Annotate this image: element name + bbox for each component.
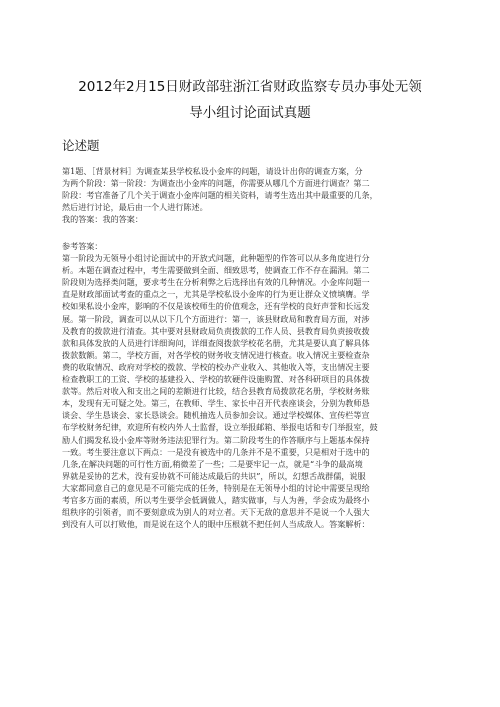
answer-text-line: 析。本题在调查过程中，考生需要做到全面、细致思考，使调查工作不存在漏洞。第二 <box>62 265 370 276</box>
question-text-line: 第1题、［背景材料］为调查某县学校私设小金库的问题，请设计出你的调查方案，分 <box>62 166 363 176</box>
answer-text-line: 直是财政部面试考查的重点之一，尤其是学校私设小金库的行为更让群众义愤填膺。学 <box>62 289 370 300</box>
answer-text-line: 第一阶段为无领导小组讨论面试中的开放式问题，此种题型的作答可以从多角度进行分 <box>62 253 370 264</box>
answer-text-line: 款和具体发放的人员进行详细询问，详细查阅拨款学校花名册，尤其是要认真了解具体 <box>62 337 370 348</box>
answer-text-line: 费的收取情况、政府对学校的拨款、学校的校办产业收入、其他收入等，支出情况主要 <box>62 361 370 372</box>
answer-text-line: 大家都同意自己的意见是不可能完成的任务，特别是在无领导小组的讨论中需要呈现给 <box>62 482 370 493</box>
question-text-line: 阶段：考官准备了几个关于调查小金库问题的相关资料，请考生选出其中最重要的几条， <box>62 190 378 201</box>
section-heading: 论述题 <box>62 138 100 153</box>
answer-text-line: 谈会、学生恳谈会、家长恳谈会。随机抽选人员参加会议。通过学校媒体、宣传栏等宣 <box>62 410 370 421</box>
answer-text-line: 励人们揭发私设小金库等财务违法犯罪行为。第二阶段考生的作答顺序与上题基本保持 <box>62 434 370 445</box>
answer-text-line: 阶段则为选择类问题，要求考生在分析利弊之后选择出有效的几种情况。小金库问题一 <box>62 277 370 288</box>
answer-text-line: 几条,在解决问题的可行性方面,稍微差了一些；二是要牢记一点，就是“斗争的最高境 <box>62 458 363 469</box>
question-block <box>62 165 442 225</box>
answer-text-line: 校如果私设小金库，影响的不仅是该校师生的价值观念，还有学校的良好声誉和长远发 <box>62 301 370 312</box>
answer-text-line: 布学校财务纪律，欢迎所有校内外人士监督，设立举报邮箱、举报电话和专门举报室，鼓 <box>62 422 378 433</box>
answer-text-line: 一致。考生要注意以下两点：一是没有被选中的几条并不是不重要，只是相对于选中的 <box>62 446 370 457</box>
question-text-line: 我的答案：我的答案： <box>62 214 143 225</box>
question-text-line: 为两个阶段：第一阶段：为调查出小金库的问题，你需要从哪几个方面进行调查？第二 <box>62 178 370 189</box>
document-title-line-1: 2012年2月15日财政部驻浙江省财政监察专员办事处无领 <box>78 79 422 95</box>
answer-block <box>62 240 442 530</box>
answer-text-line: 拨款数额。第二，学校方面，对各学校的财务收支情况进行核查。收入情况主要检查杂 <box>62 349 370 360</box>
document-title-line-2: 导小组讨论面试真题 <box>189 105 311 121</box>
answer-text-line: 展。第一阶段，调查可以从以下几个方面进行：第一，该县财政局和教育局方面，对涉 <box>62 313 370 324</box>
answer-text-line: 参考答案： <box>62 241 103 251</box>
answer-text-line: 界就是妥协的艺术，没有妥协就不可能达成最后的共识”，所以，幻想舌战群儒，说服 <box>62 470 366 481</box>
answer-text-line: 组秩序的引领者，而不要刻意成为别人的对立者。天下无敌的意思并不是说一个人强大 <box>62 507 370 518</box>
answer-text-line: 及教育的拨款进行清查。其中要对县财政局负责拨款的工作人员、县教育局负责接收拨 <box>62 325 370 336</box>
answer-text-line: 到没有人可以打败他，而是说在这个人的眼中压根就不把任何人当成敌人。答案解析： <box>62 519 370 530</box>
answer-text-line: 款等。然后对收入和支出之间的差额进行比较，结合县教育局拨款花名册，学校财务账 <box>62 386 370 397</box>
question-text-line: 然后进行讨论，最后由一个人进行陈述。 <box>62 202 208 213</box>
answer-text-line: 考官多方面的素质，所以考生要学会低调做人，踏实做事，与人为善，学会成为最终小 <box>62 494 370 505</box>
answer-text-line: 检查教职工的工资、学校的基建投入、学校的软硬件设施购置、对各科研项目的具体拨 <box>62 374 370 385</box>
answer-text-line: 本，发现有无可疑之处。第三，在教师、学生、家长中召开代表座谈会，分别为教师恳 <box>62 398 370 409</box>
